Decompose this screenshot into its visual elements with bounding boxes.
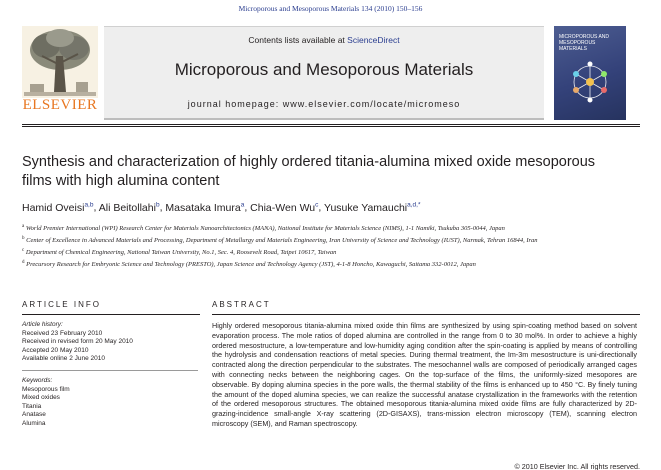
affiliation-key: c [22, 248, 25, 254]
history-entry: Accepted 20 May 2010 [22, 346, 89, 354]
affiliation [22, 222, 634, 234]
author-name: Ali Beitollahi [98, 201, 156, 214]
affiliation [22, 246, 634, 258]
header-rule-secondary [22, 126, 640, 127]
author[interactable] [99, 202, 160, 214]
author-separator: , [93, 201, 99, 214]
author-name: Masataka Imura [165, 201, 241, 214]
cover-molecule-icon [564, 56, 616, 112]
author-affiliation-marker[interactable]: b [155, 201, 160, 208]
affiliation-text: World Premier International (WPI) Research Center for Materials Nanoarchitectonics (MANA), National Institute for Materials Science (NIMS), 1-1 Namiki, Tsukuba 305-0044, Japan [24, 225, 505, 233]
author-list [22, 201, 632, 214]
author-affiliation-marker[interactable]: c [315, 201, 319, 208]
affiliation-key: a [22, 224, 25, 229]
author-affiliation-marker[interactable]: a [240, 201, 245, 208]
affiliation-key: d [22, 260, 25, 266]
affiliations [22, 222, 634, 271]
article-info-heading: ARTICLE INFO [22, 300, 101, 309]
history-entry: Received 23 February 2010 [22, 329, 103, 337]
article-info [22, 321, 200, 429]
affiliation-text: Department of Chemical Engineering, National Taiwan University, No.1, Sec. 4, Roosevelt Road, Taipei 10617, Taiwan [24, 249, 337, 257]
author-separator: , [159, 201, 166, 214]
journal-title: Microporous and Mesoporous Materials [174, 60, 474, 79]
author[interactable] [165, 202, 244, 214]
history-entry: Available online 2 June 2010 [22, 355, 106, 363]
history-list [22, 330, 200, 364]
abstract-heading: ABSTRACT [212, 300, 271, 309]
info-separator [22, 370, 198, 371]
author-affiliation-marker[interactable]: a,b [84, 201, 94, 208]
author[interactable] [324, 202, 420, 214]
elsevier-tree-icon [22, 26, 98, 98]
author-separator: , [318, 201, 325, 214]
keyword: Alumina [22, 419, 46, 427]
keywords-list [22, 386, 200, 429]
affiliation-text: Precursory Research for Embryonic Science and Technology (PRESTO), Japan Science and Technology Agency (JST), 4-1-8 Honcho, Kawaguchi, Saitama 332-0012, Japan [24, 261, 476, 269]
cover-title: MICROPOROUS AND MESOPOROUS MATERIALS [559, 34, 610, 52]
author-name: Chia-Wen Wu [250, 201, 316, 214]
contents-line [104, 35, 544, 45]
elsevier-logo[interactable] [22, 26, 98, 114]
homepage-label: journal homepage: [187, 99, 283, 109]
keyword: Mixed oxides [22, 394, 60, 402]
header-rule [22, 124, 640, 125]
copyright-notice: © 2010 Elsevier Inc. All rights reserved. [514, 462, 640, 470]
abstract-text: Highly ordered mesoporous titania-alumina mixed oxide thin films are synthesized by using spin-coating method based on solvent evaporation process. The mole ratios of doped alumina are controlled in the range from 0 to 30 mol%. In order to achieve a highly ordered mesostructure, a low-temperature and low-humidity aging condition after the spin-coating is applied by means of controlling the hydrolysis and condensation reactions of metal species. During thermal treatment, the Im-3m mesostructure is uni-directionally contracted along the direction perpendicular to the substrates. The mesochannel walls are composed of periodically arranged cages with connecting necks between the neighboring cages. On the top-surface of the films, the uniformly-sized mesopores are observable. By doping alumina species in the pore walls, the thermal stability of the films is enhanced up to 450 °C. By finely tuning the amount of the doped alumina species, we can realize the successful anatase crystallization in the frameworks with the retention of the ordered mesoporous structures. The obtained mesoporous titania-alumina mixed oxide films are fully characterized by 2D-grazing-incidence small-angle X-ray scattering (2D-GISAXS), trans-mission electron microscopy (TEM), scanning electron microscopy (SEM), and Raman spectroscopy. [212, 321, 637, 428]
article-info-rule [22, 314, 200, 315]
keyword: Titania [22, 402, 42, 410]
journal-cover-thumbnail[interactable] [554, 26, 626, 120]
history-entry: Received in revised form 20 May 2010 [22, 338, 133, 346]
affiliation [22, 234, 634, 246]
keywords-label: Keywords: [22, 376, 53, 384]
author-name: Yusuke Yamauchi [324, 201, 408, 214]
journal-header-box [104, 26, 544, 120]
homepage-url[interactable]: www.elsevier.com/locate/micromeso [282, 99, 461, 109]
abstract-rule [212, 314, 640, 315]
history-label: Article history: [22, 321, 63, 328]
journal-homepage [104, 99, 544, 109]
elsevier-wordmark: ELSEVIER [22, 97, 98, 113]
keyword: Anatase [22, 411, 46, 419]
author-affiliation-marker[interactable]: a,d,* [407, 201, 421, 208]
author-separator: , [244, 201, 251, 214]
affiliation-key: b [22, 236, 25, 242]
author[interactable] [250, 202, 318, 214]
author[interactable] [22, 202, 93, 214]
article-title: Synthesis and characterization of highly ordered titania-alumina mixed oxide mesoporous films with high alumina content [22, 154, 596, 189]
author-name: Hamid Oveisi [22, 201, 85, 214]
affiliation [22, 258, 634, 270]
keyword: Mesoporous film [22, 385, 70, 393]
journal-reference[interactable]: Microporous and Mesoporous Materials 134 (2010) 150–156 [238, 4, 423, 13]
masthead [22, 26, 640, 120]
affiliation-text: Center of Excellence in Advanced Materials and Processing, Department of Metallurgy and Materials Engineering, Iran University of Science and Technology (IUST), Narmak, Tehran 16844, Iran [24, 237, 538, 245]
contents-prefix: Contents lists available at [248, 35, 348, 45]
sciencedirect-link[interactable]: ScienceDirect [347, 35, 400, 45]
